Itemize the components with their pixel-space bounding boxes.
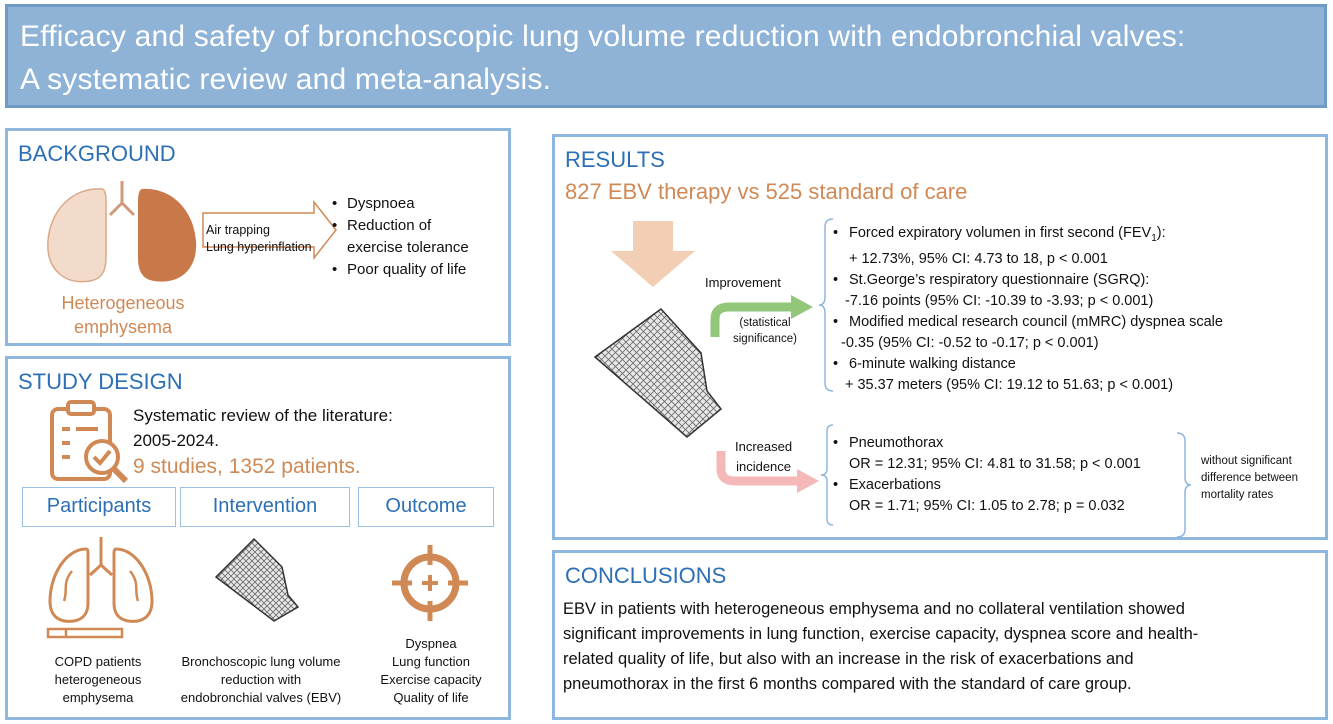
arrow-line-2: Lung hyperinflation [206, 240, 312, 254]
sgrq-label: St.George’s respiratory questionnaire (SGRQ): [849, 271, 1150, 288]
valve-mesh-icon-small [210, 537, 302, 623]
fev1-value: + 12.73%, 95% CI: 4.73 to 18, p < 0.001 [849, 250, 1108, 267]
conclusions-panel [552, 550, 1328, 720]
background-heading: BACKGROUND [18, 141, 176, 166]
intervention-text [166, 653, 356, 707]
conclusion-line-3: related quality of life, but also with an increase in the risk of exacerbations and [563, 650, 1134, 668]
conclusion-line-4: pneumothorax in the first 6 months compared with the standard of care group. [563, 675, 1132, 693]
study-design-panel [5, 356, 511, 720]
review-line-2: 2005-2024. [133, 431, 220, 450]
incidence-arrow [715, 449, 823, 491]
tab-intervention: Intervention [180, 487, 350, 527]
condition-line-1: Heterogeneous [61, 293, 185, 313]
adverse-list: • Pneumothorax OR = 12.31; 95% CI: 4.81 to 31.58; p < 0.001 • Exacerbations OR = 1.71; 95% CI: 1.05 to 2.78; p = 0.032 [831, 433, 1141, 517]
outcome-line-1: Dyspnea [405, 636, 457, 651]
effect-quality-of-life: Poor quality of life [347, 261, 467, 278]
condition-label [28, 291, 218, 339]
participants-text [28, 653, 168, 707]
mortality-bracket [1175, 431, 1191, 541]
intervention-line-1: Bronchoscopic lung volume [181, 654, 341, 669]
outcome-text [364, 635, 498, 707]
results-panel [552, 134, 1328, 540]
walking-value: + 35.37 meters (95% CI: 19.12 to 51.63; p < 0.001) [845, 376, 1174, 393]
mortality-note [1201, 453, 1298, 504]
outcome-line-2: Lung function [391, 654, 471, 669]
comparison-text: 827 EBV therapy vs 525 standard of care [565, 179, 968, 204]
sgrq-value: -7.16 points (95% CI: -10.39 to -3.93; p < 0.001) [845, 292, 1154, 309]
arrow-line-1: Air trapping [206, 223, 270, 237]
conclusions-heading: CONCLUSIONS [565, 563, 727, 588]
intervention-line-2: reduction with [220, 672, 302, 687]
participants-line-1: COPD patients [54, 654, 142, 669]
review-text [133, 403, 393, 453]
incidence-line-2: incidence [736, 459, 792, 474]
intervention-line-3: endobronchial valves (EBV) [180, 690, 342, 705]
conclusion-line-1: EBV in patients with heterogeneous emphysema and no collateral ventilation showed [563, 600, 1185, 618]
exacerbations-label: Exacerbations [849, 477, 941, 493]
effect-dyspnoea: Dyspnoea [347, 195, 415, 212]
title-banner [5, 4, 1327, 108]
mortality-line-1: without significant [1201, 455, 1292, 467]
participants-line-2: heterogeneous [54, 672, 142, 687]
background-panel [5, 128, 511, 346]
lungs-outline-icon [46, 535, 156, 639]
mmrc-value: -0.35 (95% CI: -0.52 to -0.17; p < 0.001) [841, 334, 1099, 351]
clipboard-search-icon [48, 399, 132, 485]
fev1-label: Forced expiratory volumen in first second $(FEV_1)$: [849, 225, 1166, 244]
significance-line-1: (statistical [739, 317, 791, 329]
mortality-line-3: mortality rates [1201, 489, 1274, 501]
title-line-2: A systematic review and meta-analysis. [20, 63, 552, 96]
effect-reduction: Reduction of [347, 217, 432, 234]
improvement-label: Improvement [705, 275, 781, 290]
improvement-list: • Forced expiratory volumen in first second $(FEV_1)$: + 12.73%, 95% CI: 4.73 to 18, p < 0.001 • St.George’s respiratory questionnaire (SGRQ): -7.16 points (95% CI: -10.39 to -3.93; p < 0.001) • Modified medical research council (mMRC) dyspnea scale -0.35 (95% CI: -0.52 to -0.17; p < 0.001) • 6-minute walking distance + 35.37 meters (95% CI: 19.12 to 51.63; p < 0.001) [831, 223, 1223, 396]
title-line-1: Efficacy and safety of bronchoscopic lung volume reduction with endobronchial valves: [20, 20, 1186, 53]
significance-label [733, 315, 797, 347]
pneumothorax-value: OR = 12.31; 95% CI: 4.81 to 31.58; p < 0.001 [849, 456, 1141, 472]
participants-line-3: emphysema [62, 690, 134, 705]
studies-count: 9 studies, 1352 patients. [133, 455, 361, 478]
study-design-heading: STUDY DESIGN [18, 369, 183, 394]
outcome-line-3: Exercise capacity [380, 672, 482, 687]
lungs-icon [42, 181, 202, 289]
incidence-line-1: Increased [735, 439, 793, 454]
conclusion-line-2: significant improvements in lung function, exercise capacity, dyspnea score and health- [563, 625, 1199, 643]
down-arrow-icon [611, 221, 695, 287]
tab-outcome: Outcome [358, 487, 494, 527]
arrow-text [206, 222, 312, 256]
conclusions-text [563, 597, 1198, 697]
pneumothorax-label: Pneumothorax [849, 435, 944, 451]
mmrc-label: Modified medical research council (mMRC) dyspnea scale [849, 313, 1223, 330]
effect-exercise-tolerance: exercise tolerance [347, 239, 469, 256]
valve-mesh-icon-large [591, 307, 727, 443]
exacerbations-value: OR = 1.71; 95% CI: 1.05 to 2.78; p = 0.032 [849, 498, 1125, 514]
tab-participants: Participants [22, 487, 176, 527]
mortality-line-2: difference between [1201, 472, 1298, 484]
effects-list: • Dyspnoea • Reduction of exercise tolerance • Poor quality of life [332, 195, 469, 278]
significance-line-2: significance) [733, 333, 797, 345]
review-line-1: Systematic review of the literature: [133, 406, 393, 425]
target-icon [390, 543, 470, 623]
walking-label: 6-minute walking distance [849, 355, 1016, 372]
condition-line-2: emphysema [73, 317, 173, 337]
outcome-line-4: Quality of life [393, 690, 469, 705]
results-heading: RESULTS [565, 147, 665, 172]
